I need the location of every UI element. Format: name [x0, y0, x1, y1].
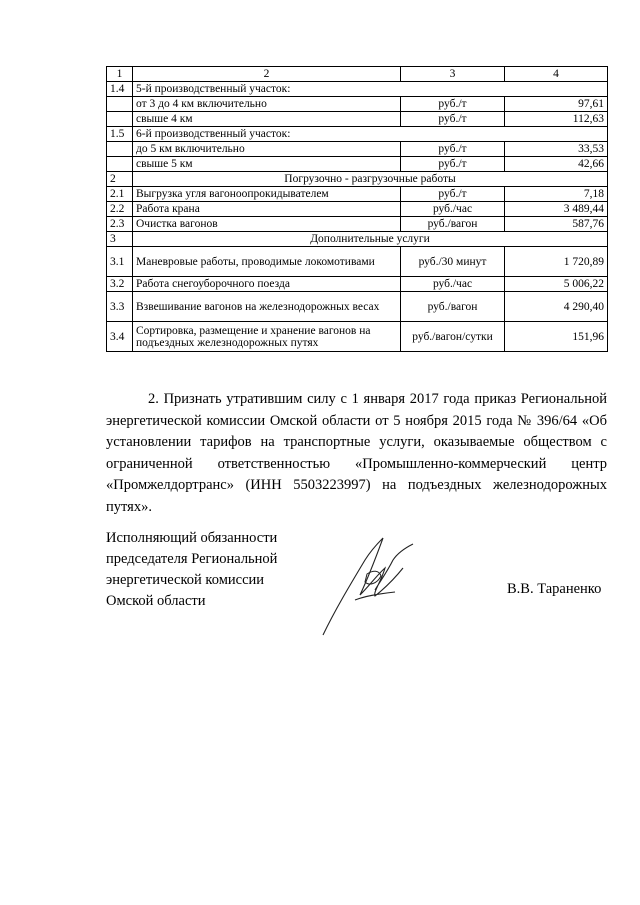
- tariff-value-cell: 97,61: [505, 97, 608, 112]
- service-name-cell: Работа крана: [133, 202, 401, 217]
- row-number-cell: 3.2: [107, 277, 133, 292]
- row-number-cell: 2: [107, 172, 133, 187]
- signatory-title-line: энергетической комиссии: [106, 572, 265, 588]
- tariff-value-cell: 7,18: [505, 187, 608, 202]
- row-number-cell: [107, 97, 133, 112]
- table-row: [107, 127, 608, 142]
- unit-cell: руб./30 минут: [401, 247, 505, 277]
- service-name-cell: Выгрузка угля вагоноопрокидывателем: [133, 187, 401, 202]
- unit-cell: руб./т: [401, 97, 505, 112]
- section-title-cell: 6-й производственный участок:: [133, 127, 608, 142]
- row-number-cell: 3.3: [107, 292, 133, 322]
- tariff-value-cell: 33,53: [505, 142, 608, 157]
- table-row: [107, 112, 608, 127]
- header-cell: 3: [401, 67, 505, 82]
- unit-cell: руб./т: [401, 142, 505, 157]
- row-number-cell: 2.2: [107, 202, 133, 217]
- tariff-table: [106, 66, 608, 352]
- service-name-cell: свыше 4 км: [133, 112, 401, 127]
- table-row: [107, 172, 608, 187]
- section-title-cell: Погрузочно - разгрузочные работы: [133, 172, 608, 187]
- row-number-cell: 3.1: [107, 247, 133, 277]
- row-number-cell: 1.5: [107, 127, 133, 142]
- tariff-value-cell: 1 720,89: [505, 247, 608, 277]
- table-row: [107, 247, 608, 277]
- tariff-value-cell: 4 290,40: [505, 292, 608, 322]
- table-row: [107, 292, 608, 322]
- row-number-cell: 3.4: [107, 322, 133, 352]
- tariff-value-cell: 42,66: [505, 157, 608, 172]
- row-number-cell: 2.1: [107, 187, 133, 202]
- row-number-cell: [107, 157, 133, 172]
- section-title-cell: 5-й производственный участок:: [133, 82, 608, 97]
- table-row: [107, 202, 608, 217]
- header-cell: 1: [107, 67, 133, 82]
- row-number-cell: 1.4: [107, 82, 133, 97]
- service-name-cell: до 5 км включительно: [133, 142, 401, 157]
- service-name-cell: Очистка вагонов: [133, 217, 401, 232]
- tariff-value-cell: 587,76: [505, 217, 608, 232]
- service-name-cell: Взвешивание вагонов на железнодорожных весах: [133, 292, 401, 322]
- table-row: [107, 142, 608, 157]
- signatory-name: В.В. Тараненко: [507, 581, 602, 597]
- unit-cell: руб./вагон: [401, 292, 505, 322]
- signatory-title-line: Омской области: [106, 593, 206, 609]
- row-number-cell: 3: [107, 232, 133, 247]
- unit-cell: руб./т: [401, 157, 505, 172]
- service-name-cell: от 3 до 4 км включительно: [133, 97, 401, 112]
- header-cell: 2: [133, 67, 401, 82]
- service-name-cell: Сортировка, размещение и хранение вагонов на подъездных железнодорожных путях: [133, 322, 401, 352]
- handwritten-signature: [315, 530, 420, 640]
- section-title-cell: Дополнительные услуги: [133, 232, 608, 247]
- service-name-cell: свыше 5 км: [133, 157, 401, 172]
- unit-cell: руб./час: [401, 277, 505, 292]
- table-row: [107, 82, 608, 97]
- tariff-value-cell: 5 006,22: [505, 277, 608, 292]
- unit-cell: руб./час: [401, 202, 505, 217]
- service-name-cell: Маневровые работы, проводимые локомотивами: [133, 247, 401, 277]
- tariff-value-cell: 3 489,44: [505, 202, 608, 217]
- signatory-title-line: Исполняющий обязанности: [106, 530, 278, 546]
- tariff-table-body: [107, 67, 608, 352]
- table-row: [107, 217, 608, 232]
- unit-cell: руб./вагон: [401, 217, 505, 232]
- tariff-value-cell: 112,63: [505, 112, 608, 127]
- row-number-cell: [107, 142, 133, 157]
- header-cell: 4: [505, 67, 608, 82]
- unit-cell: руб./вагон/сутки: [401, 322, 505, 352]
- unit-cell: руб./т: [401, 112, 505, 127]
- table-row: [107, 232, 608, 247]
- row-number-cell: [107, 112, 133, 127]
- service-name-cell: Работа снегоуборочного поезда: [133, 277, 401, 292]
- table-row: [107, 97, 608, 112]
- signatory-title-line: председателя Региональной: [106, 551, 278, 567]
- table-header-row: [107, 67, 608, 82]
- table-row: [107, 157, 608, 172]
- row-number-cell: 2.3: [107, 217, 133, 232]
- tariff-value-cell: 151,96: [505, 322, 608, 352]
- table-row: [107, 187, 608, 202]
- signatory-title: [106, 528, 277, 612]
- table-row: [107, 277, 608, 292]
- table-row: [107, 322, 608, 352]
- repeal-paragraph: 2. Признать утратившим силу с 1 января 2017 года приказ Региональной энергетической комиссии Омской области от 5 ноября 2015 года № 396/64 «Об установлении тарифов на транспортные услуги, оказываемые обществом с ограниченной ответственностью «Промышленно-коммерческий центр «Промжелдортранс» (ИНН 5503223997) на подъездных железнодорожных путях».: [106, 391, 607, 515]
- unit-cell: руб./т: [401, 187, 505, 202]
